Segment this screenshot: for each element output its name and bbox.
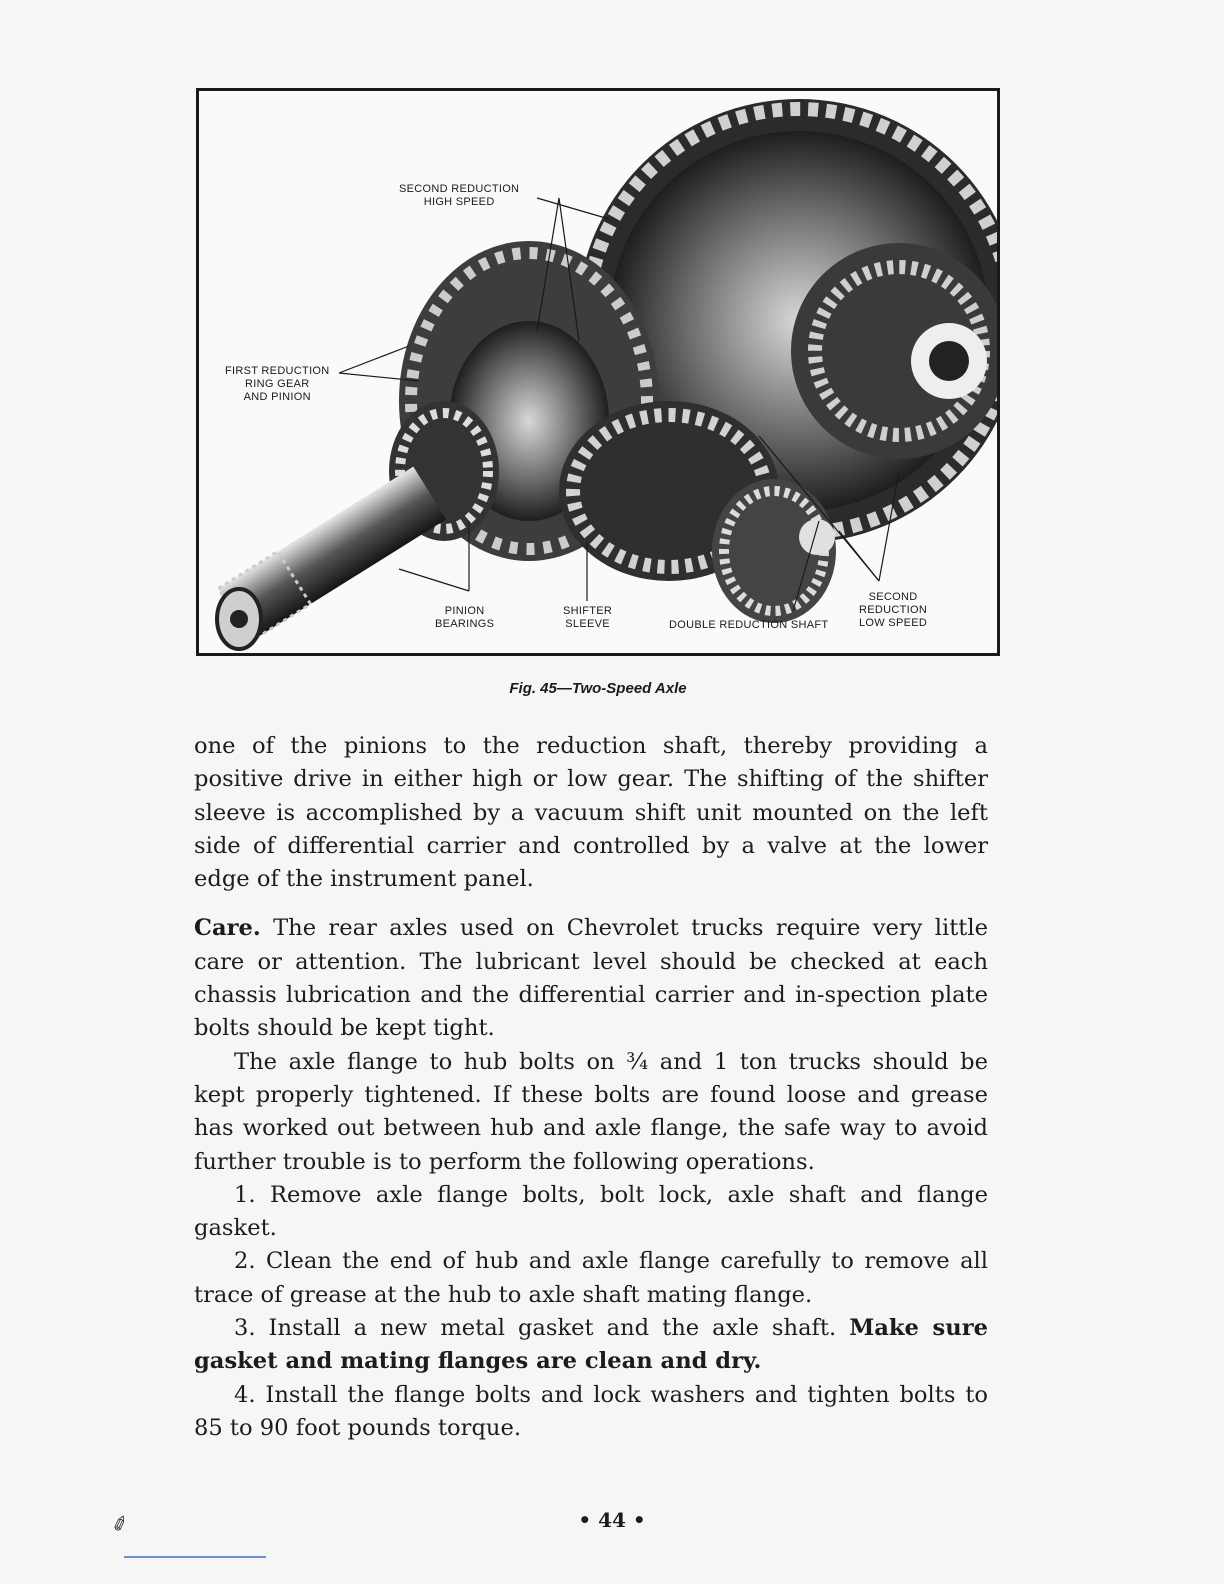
step-1: 1. Remove axle flange bolts, bolt lock, axle shaft and flange gasket. xyxy=(194,1181,988,1242)
step-2: 2. Clean the end of hub and axle flange carefully to remove all trace of grease at the hub to axle shaft mating flange. xyxy=(194,1248,988,1308)
step-4: 4. Install the flange bolts and lock washers and tighten bolts to 85 to 90 foot pounds torque. xyxy=(194,1381,988,1441)
page-number: • 44 • xyxy=(578,1508,646,1532)
label-shifter-sleeve: SHIFTER SLEEVE xyxy=(563,605,613,630)
paragraph-care xyxy=(194,912,988,1045)
figure-caption: Fig. 45—Two-Speed Axle xyxy=(509,680,687,697)
step-3-warning: Make sure gasket and mating flanges are clean and dry. xyxy=(194,1315,988,1375)
two-speed-axle-figure xyxy=(196,88,1000,656)
label-second-reduction-high-speed: SECOND REDUCTION HIGH SPEED xyxy=(399,183,520,208)
step-3-text: 3. Install a new metal gasket and the axle shaft. xyxy=(234,1315,850,1342)
label-second-reduction-low-speed: SECOND REDUCTION LOW SPEED xyxy=(859,591,928,629)
care-heading: Care. xyxy=(194,915,261,942)
label-double-reduction-shaft: DOUBLE REDUCTION SHAFT xyxy=(669,619,829,631)
label-pinion-bearings: PINION BEARINGS xyxy=(435,605,495,630)
link-underline-mark xyxy=(124,1556,266,1558)
body-text xyxy=(194,730,988,1445)
step-3 xyxy=(194,1312,988,1379)
care-text: The rear axles used on Chevrolet trucks require very little care or attention. The lubricant level should be checked at each chassis lubrication and the differential carrier and in-spection plate bolts should be kept tight. xyxy=(194,915,988,1042)
paragraph-axle-flange: The axle flange to hub bolts on ¾ and 1 ton trucks should be kept properly tightened. If these bolts are found loose and grease has worked out between hub and axle flange, the safe way to avoid further trouble is to perform the following operations. xyxy=(194,1048,988,1175)
paragraph-reduction-shaft: one of the pinions to the reduction shaft, thereby providing a positive drive in either high or low gear. The shifting of the shifter sleeve is accomplished by a vacuum shift unit mounted on the left side of differential carrier and controlled by a valve at the lower edge of the instrument panel. xyxy=(194,733,988,893)
scan-mark: ✐ xyxy=(108,1509,133,1539)
label-first-reduction-ring-gear: FIRST REDUCTION RING GEAR AND PINION xyxy=(225,365,330,403)
